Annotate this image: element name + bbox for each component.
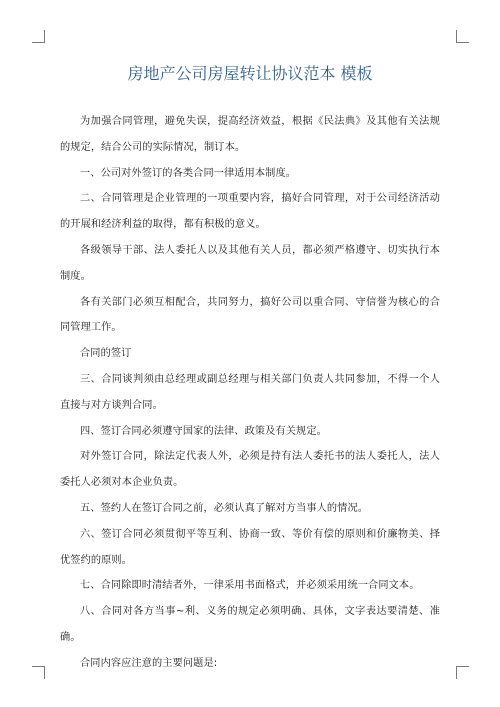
paragraph-intro: 为加强合同管理，避免失误，提高经济效益，根据《民法典》及其他有关法规的规定，结合公司的实际情况，制订本。 [60,116,440,153]
paragraph-article-4: 四、签订合同必须遵守国家的法律、政策及有关规定。 [80,425,327,437]
paragraph-signatory: 对外签订合同，除法定代表人外，必须是持有法人委托书的法人委托人，法人委托人必须对本企业负责。 [60,451,440,489]
document-title: 房地产公司房屋转让协议范本 模板 [127,64,373,83]
crop-mark-bottom-right [456,666,469,679]
paragraph-article-1: 一、公司对外签订的各类合同一律适用本制度。 [80,167,297,179]
paragraph-article-6: 六、签订合同必须贯彻平等互利、协商一致、等价有偿的原则和价廉物美、择优签约的原则。 [60,528,440,566]
paragraph-article-3: 三、合同谈判须由总经理或副总经理与相关部门负责人共同参加，不得一个人直接与对方谈判合同。 [60,373,440,411]
paragraph-article-2: 二、合同管理是企业管理的一项重要内容，搞好合同管理，对于公司经济活动的开展和经济利益的取得，都有积极的意义。 [60,193,440,231]
document-body [60,109,440,677]
paragraph-article-8: 八、合同对各方当事~利、义务的规定必须明确、具体，文字表达要清楚、准确。 [60,606,440,643]
crop-mark-top-right [456,30,469,43]
paragraph-departments: 各有关部门必须互相配合，共同努力，搞好公司以重合同、守信誉为核心的合同管理工作。 [60,296,440,334]
paragraph-content-issues: 合同内容应注意的主要问题是: [80,657,218,669]
crop-mark-top-left [32,30,45,43]
paragraph-article-5: 五、签约人在签订合同之前，必须认真了解对方当事人的情况。 [80,502,369,514]
section-heading-signing: 合同的签订 [80,348,132,360]
paragraph-article-7: 七、合同除即时清结者外，一律采用书面格式，并必须采用统一合同文本。 [80,580,420,592]
paragraph-leaders: 各级领导干部、法人委托人以及其他有关人员，都必须严格遵守、切实执行本制度。 [60,244,440,282]
crop-mark-bottom-left [32,666,45,679]
